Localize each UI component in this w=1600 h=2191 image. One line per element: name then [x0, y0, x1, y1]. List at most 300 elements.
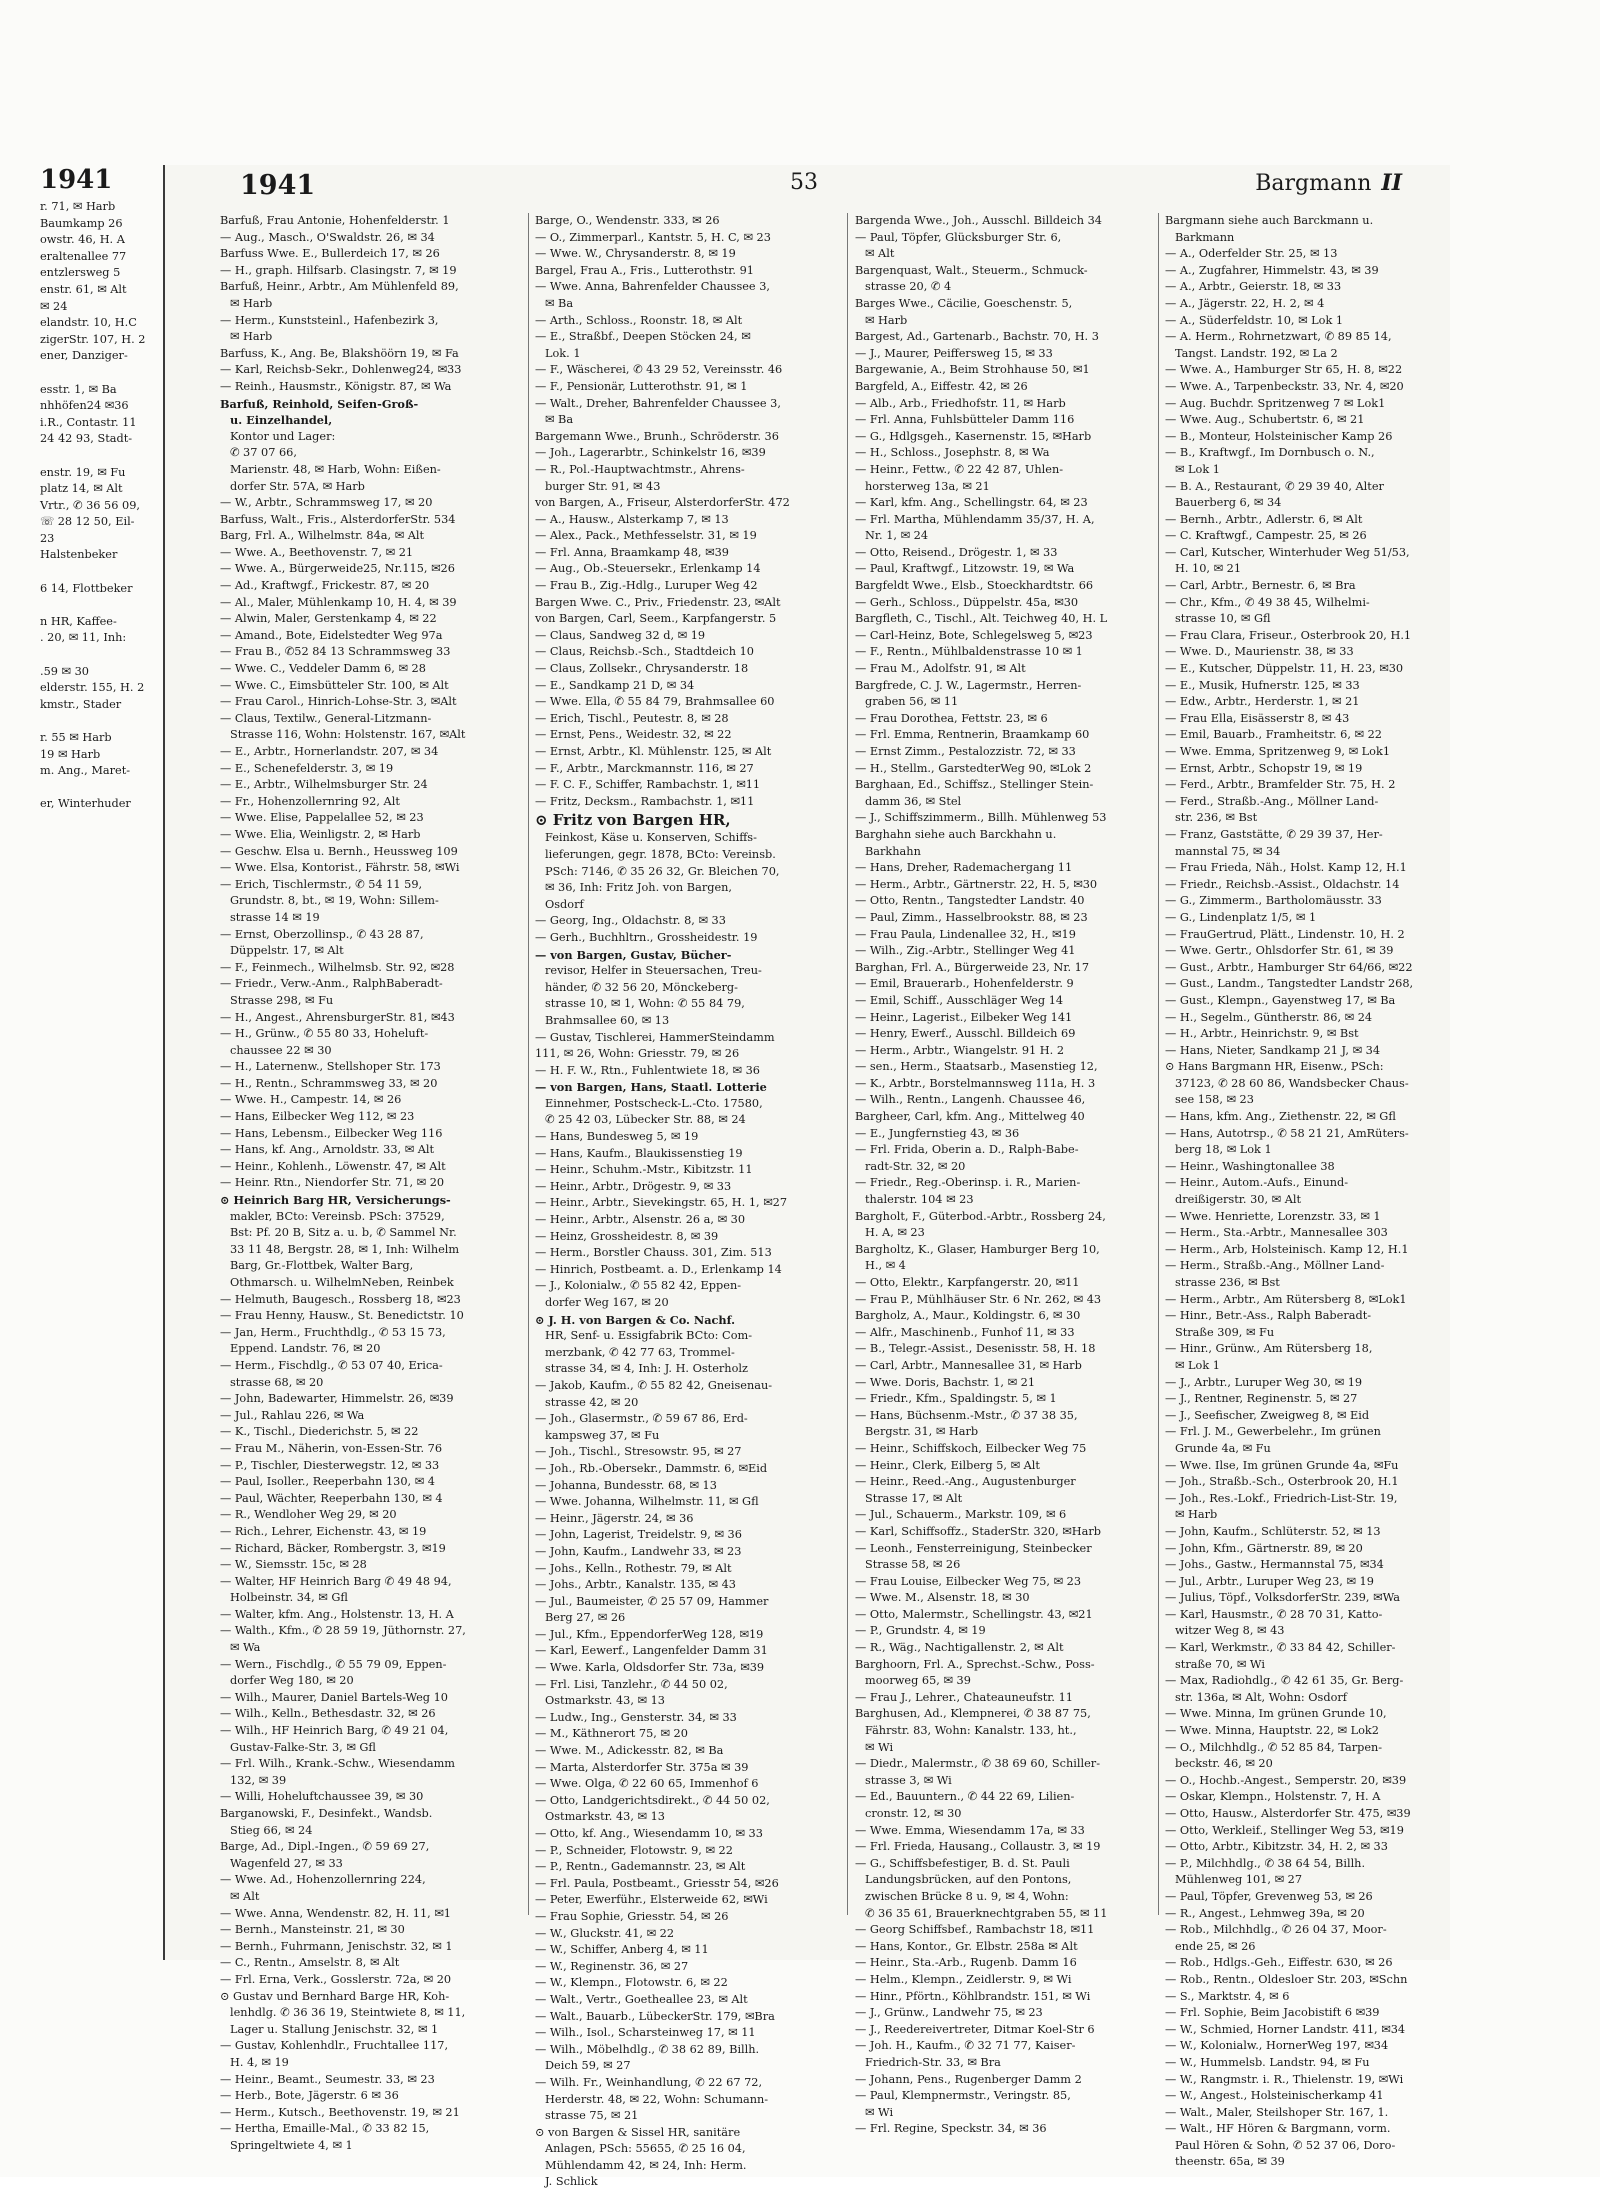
directory-entry-line: — K., Arbtr., Borstelmannsweg 111a, H. 3 [855, 1076, 1096, 1090]
directory-entry-line: Barghahn siehe auch Barckhahn u. [855, 827, 1057, 841]
directory-entry-line: — E., Arbtr., Wilhelmsburger Str. 24 [220, 778, 428, 792]
directory-entry-line: — J., Schiffszimmerm., Billh. Mühlenweg 53 [855, 811, 1107, 825]
directory-entry-line: — Otto, Hausw., Alsterdorfer Str. 475, ✉39 [1165, 1807, 1411, 1820]
directory-entry-line: — Heinr., Arbtr., Sievekingstr. 65, H. 1, ✉27 [535, 1196, 788, 1210]
directory-entry-line: — Karl, Werkmstr., ✆ 33 84 42, Schiller- [1165, 1641, 1396, 1655]
directory-entry-line: ✉ Harb [230, 330, 273, 344]
directory-entry-line: — Jul., Baumeister, ✆ 25 57 09, Hammer [535, 1594, 769, 1608]
directory-entry-line: — FrauGertrud, Plätt., Lindenstr. 10, H. 2 [1165, 927, 1405, 941]
column-divider [528, 213, 529, 1915]
directory-entry-line: — Frl. Anna, Fuhlsbütteler Damm 116 [855, 413, 1075, 427]
directory-entry-line: Stieg 66, ✉ 24 [230, 1823, 313, 1837]
directory-entry-line: Barfuss Wwe. E., Bullerdeich 17, ✉ 26 [220, 247, 440, 261]
directory-entry-line: Herderstr. 48, ✉ 22, Wohn: Schumann- [545, 2092, 769, 2106]
directory-entry-line: — Wilh., Zig.-Arbtr., Stellinger Weg 41 [855, 944, 1076, 958]
directory-entry-line: — Wwe. D., Maurienstr. 38, ✉ 33 [1165, 645, 1354, 659]
directory-entry-line: — Heinr. Rtn., Niendorfer Str. 71, ✉ 20 [220, 1176, 445, 1190]
directory-entry-line: — Johanna, Bundesstr. 68, ✉ 13 [535, 1478, 717, 1492]
directory-entry-line: Springeltwiete 4, ✉ 1 [230, 2138, 353, 2152]
directory-entry-line: thalerstr. 104 ✉ 23 [865, 1193, 974, 1207]
directory-entry-line: — Herm., Kunststeinl., Hafenbezirk 3, [220, 313, 439, 327]
directory-entry-line: — Frl. Frida, Oberin a. D., Ralph-Babe- [855, 1143, 1079, 1157]
directory-entry-line: — Joh., Tischl., Stresowstr. 95, ✉ 27 [535, 1445, 742, 1459]
directory-entry-line: Bargfeld, A., Eiffestr. 42, ✉ 26 [855, 379, 1028, 393]
directory-entry-line: — Wwe. Henriette, Lorenzstr. 33, ✉ 1 [1165, 1209, 1381, 1223]
previous-page-line [40, 564, 160, 581]
directory-entry-line: ✉ Harb [865, 313, 908, 327]
directory-entry-line: J. Schlick [545, 2175, 598, 2189]
directory-entry-line: Bargemann Wwe., Brunh., Schröderstr. 36 [535, 429, 779, 443]
directory-entry-line: strasse 236, ✉ Bst [1175, 1276, 1280, 1289]
directory-entry-line: kampsweg 37, ✉ Fu [545, 1428, 660, 1442]
directory-entry-line: — Wwe. Elia, Weinligstr. 2, ✉ Harb [220, 827, 421, 841]
directory-entry-line: — Bernh., Arbtr., Adlerstr. 6, ✉ Alt [1165, 512, 1363, 526]
directory-entry-line: — Herb., Bote, Jägerstr. 6 ✉ 36 [220, 2089, 399, 2103]
directory-entry-line: — Karl, Schiffsoffz., StaderStr. 320, ✉Harb [855, 1524, 1101, 1538]
directory-entry-line: — G., Zimmerm., Bartholomäusstr. 33 [1165, 894, 1382, 908]
directory-entry-line: — Walter, HF Heinrich Barg ✆ 49 48 94, [220, 1574, 452, 1588]
directory-entry-line: — Otto, Malermstr., Schellingstr. 43, ✉21 [855, 1607, 1093, 1621]
directory-entry-line: — A. Herm., Rohrnetzwart, ✆ 89 85 14, [1165, 330, 1392, 344]
directory-entry-line: — John, Kfm., Gärtnerstr. 89, ✉ 20 [1165, 1541, 1363, 1555]
directory-entry-line: strasse 3, ✉ Wi [865, 1773, 952, 1787]
directory-entry-line: — Jan, Herm., Fruchthdlg., ✆ 53 15 73, [220, 1325, 446, 1339]
directory-entry-line: — R., Wendloher Weg 29, ✉ 20 [220, 1508, 397, 1522]
directory-entry-line: — Gust., Arbtr., Hamburger Str 64/66, ✉22 [1165, 960, 1413, 974]
directory-entry-line: — Hans, Autotrsp., ✆ 58 21 21, AmRüters- [1165, 1126, 1409, 1140]
directory-entry-line: — F. C. F., Schiffer, Rambachstr. 1, ✉11 [535, 778, 761, 792]
directory-entry-line: — Heinr., Sta.-Arb., Rugenb. Damm 16 [855, 1956, 1077, 1970]
directory-entry-line: makler, BCto: Vereinsb. PSch: 37529, [230, 1209, 445, 1223]
directory-entry-line: — E., Sandkamp 21 D, ✉ 34 [535, 678, 695, 692]
directory-entry-line: — Frl. Frieda, Hausang., Collaustr. 3, ✉ 19 [855, 1840, 1101, 1854]
column-2 [535, 213, 835, 2189]
directory-entry-line: Lager u. Stallung Jenischstr. 32, ✉ 1 [230, 2022, 439, 2036]
directory-entry-line: — Joh., Rb.-Obersekr., Dammstr. 6, ✉Eid [535, 1461, 768, 1475]
directory-entry-line: — Jul., Rahlau 226, ✉ Wa [220, 1408, 365, 1422]
directory-entry-line: — J., Kolonialw., ✆ 55 82 42, Eppen- [535, 1279, 742, 1293]
directory-entry-line: — Rob., Rentn., Oldesloer Str. 203, ✉Schn [1165, 1972, 1408, 1986]
directory-entry-line: ⊙ Heinrich Barg HR, Versicherungs- [220, 1193, 451, 1208]
directory-entry-line: — Claus, Sandweg 32 d, ✉ 19 [535, 628, 706, 642]
directory-entry-line: dorfer Weg 180, ✉ 20 [230, 1674, 354, 1688]
directory-entry-line: — Gust., Landm., Tangstedter Landstr 268, [1165, 977, 1414, 991]
directory-entry-line: — Karl, Hausmstr., ✆ 28 70 31, Katto- [1165, 1607, 1383, 1621]
previous-page-line: 6 14, Flottbeker [40, 581, 133, 595]
directory-entry-line: — Wilh., Maurer, Daniel Bartels-Weg 10 [220, 1690, 448, 1704]
directory-entry-line: — C., Rentn., Amselstr. 8, ✉ Alt [220, 1956, 400, 1970]
directory-entry-line: — Gerh., Schloss., Düppelstr. 45a, ✉30 [855, 595, 1079, 609]
directory-entry-line: — F., Wäscherei, ✆ 43 29 52, Vereinsstr. 46 [535, 363, 783, 377]
directory-entry-line: — Hans, Büchsenm.-Mstr., ✆ 37 38 35, [855, 1408, 1078, 1422]
directory-entry-line: — Hans, kfm. Ang., Ziethenstr. 22, ✉ Gfl [1165, 1110, 1396, 1124]
directory-entry-line: — R., Wäg., Nachtigallenstr. 2, ✉ Alt [855, 1641, 1064, 1655]
directory-entry-line: — H., Angest., AhrensburgerStr. 81, ✉43 [220, 1010, 455, 1024]
directory-entry-line: — Frau B., Zig.-Hdlg., Luruper Weg 42 [535, 579, 758, 593]
page-header [165, 165, 1450, 205]
directory-entry-line: — G., Hdlgsgeh., Kasernenstr. 15, ✉Harb [855, 429, 1092, 443]
directory-entry-line: — Wilh. Fr., Weinhandlung, ✆ 22 67 72, [535, 2075, 763, 2089]
directory-entry-line: — Paul, Zimm., Hasselbrookstr. 88, ✉ 23 [855, 910, 1088, 924]
directory-entry-line: — Claus, Reichsb.-Sch., Stadtdeich 10 [535, 645, 754, 659]
directory-entry-line: — G., Lindenplatz 1/5, ✉ 1 [1165, 910, 1317, 924]
directory-entry-line: Nr. 1, ✉ 24 [865, 529, 929, 543]
directory-entry-line: — Peter, Ewerführ., Elsterweide 62, ✉Wi [535, 1893, 768, 1907]
directory-entry-line: — Carl, Arbtr., Bernestr. 6, ✉ Bra [1165, 579, 1356, 593]
directory-entry-line: Barkhahn [865, 844, 921, 858]
directory-entry-line: — Marta, Alsterdorfer Str. 375a ✉ 39 [535, 1760, 749, 1774]
directory-entry-line: — E., Musik, Hufnerstr. 125, ✉ 33 [1165, 678, 1360, 692]
directory-entry-line: — Heinr., Kohlenh., Löwenstr. 47, ✉ Alt [220, 1159, 446, 1173]
directory-entry-line: — Carl, Arbtr., Mannesallee 31, ✉ Harb [855, 1358, 1082, 1372]
directory-entry-line: — Heinr., Clerk, Eilberg 5, ✉ Alt [855, 1458, 1040, 1472]
directory-entry-line: — R., Pol.-Hauptwachtmstr., Ahrens- [535, 462, 745, 476]
directory-entry-line: — Hans, Nieter, Sandkamp 21 J, ✉ 34 [1165, 1043, 1381, 1057]
directory-entry-line: — Ernst, Arbtr., Schopstr 19, ✉ 19 [1165, 761, 1363, 775]
directory-entry-line: Anlagen, PSch: 55655, ✆ 25 16 04, [545, 2142, 746, 2156]
directory-entry-line: — Friedr., Reg.-Oberinsp. i. R., Marien- [855, 1176, 1081, 1190]
directory-entry-line: — Wwe. Anna, Bahrenfelder Chaussee 3, [535, 280, 770, 294]
directory-entry-line: — G., Schiffsbefestiger, B. d. St. Pauli [855, 1856, 1070, 1870]
previous-page-line: r. 55 ✉ Harb [40, 731, 112, 744]
directory-entry-line: ende 25, ✉ 26 [1175, 1939, 1256, 1953]
directory-entry-line: — Leonh., Fensterreinigung, Steinbecker [855, 1541, 1092, 1555]
directory-entry-line: — Wwe. Doris, Bachstr. 1, ✉ 21 [855, 1375, 1036, 1389]
directory-entry-line: Brahmsallee 60, ✉ 13 [545, 1013, 670, 1027]
directory-entry-line: — Ernst, Arbtr., Kl. Mühlenstr. 125, ✉ Alt [535, 745, 772, 758]
directory-entry-line: — Heinz, Grossheidestr. 8, ✉ 39 [535, 1229, 719, 1243]
directory-entry-line: — Arth., Schloss., Roonstr. 18, ✉ Alt [535, 313, 743, 327]
directory-entry-line: — Claus, Zollsekr., Chrysanderstr. 18 [535, 662, 749, 676]
directory-entry-line: — Richard, Bäcker, Rombergstr. 3, ✉19 [220, 1541, 446, 1555]
directory-entry-line: — Wwe. Elsa, Kontorist., Fährstr. 58, ✉Wi [220, 861, 460, 875]
directory-entry-line: dreißigerstr. 30, ✉ Alt [1175, 1193, 1302, 1207]
directory-entry-line: Berg 27, ✉ 26 [545, 1611, 626, 1625]
directory-entry-line: — Paul, Wächter, Reeperbahn 130, ✉ 4 [220, 1491, 443, 1505]
directory-entry-line: — Ed., Bauuntern., ✆ 44 22 69, Lilien- [855, 1790, 1075, 1804]
previous-page-line: enstr. 19, ✉ Fu [40, 465, 126, 479]
directory-entry-line: — Frl. Wilh., Krank.-Schw., Wiesendamm [220, 1757, 456, 1771]
directory-entry-line: — Erich, Tischl., Peutestr. 8, ✉ 28 [535, 711, 729, 725]
previous-page-line: nhhöfen24 ✉36 [40, 399, 129, 413]
directory-entry-line: — J., Arbtr., Luruper Weg 30, ✉ 19 [1165, 1375, 1363, 1389]
directory-entry-line: — Aug. Buchdr. Spritzenweg 7 ✉ Lok1 [1165, 396, 1386, 410]
directory-entry-line: — Alb., Arb., Friedhofstr. 11, ✉ Harb [855, 396, 1066, 410]
directory-entry-line: Barge, O., Wendenstr. 333, ✉ 26 [535, 214, 720, 227]
directory-entry-line: — Frau M., Näherin, von-Essen-Str. 76 [220, 1441, 443, 1455]
previous-page-lines [40, 199, 160, 813]
directory-entry-line: — Hans, Dreher, Rademachergang 11 [855, 861, 1073, 875]
directory-entry-line: — Karl, kfm. Ang., Schellingstr. 64, ✉ 23 [855, 496, 1088, 510]
directory-entry-line: Barghusen, Ad., Klempnerei, ✆ 38 87 75, [855, 1707, 1091, 1721]
directory-entry-line: ✉ Harb [230, 296, 273, 310]
directory-entry-line: — Wilh., Kelln., Bethesdastr. 32, ✉ 26 [220, 1707, 436, 1721]
directory-entry-line: Othmarsch. u. WilhelmNeben, Reinbek [230, 1276, 454, 1289]
directory-entry-line: — Franz, Gaststätte, ✆ 29 39 37, Her- [1165, 827, 1383, 841]
directory-entry-line: — Gerh., Buchhltrn., Grossheidestr. 19 [535, 930, 758, 944]
directory-entry-line: — Wwe. Minna, Hauptstr. 22, ✉ Lok2 [1165, 1724, 1379, 1738]
previous-page-line: .59 ✉ 30 [40, 664, 89, 678]
directory-entry-line: — H., Laternenw., Stellshoper Str. 173 [220, 1060, 441, 1074]
directory-entry-line: Barfuß, Heinr., Arbtr., Am Mühlenfeld 89, [220, 280, 459, 294]
column-4 [1165, 213, 1440, 2169]
directory-entry-line: H., ✉ 4 [865, 1259, 906, 1273]
directory-entry-line: — Frau Carol., Hinrich-Lohse-Str. 3, ✉Alt [220, 695, 457, 709]
directory-entry-line: — Frau Louise, Eilbecker Weg 75, ✉ 23 [855, 1574, 1082, 1588]
directory-entry-line: Bergstr. 31, ✉ Harb [865, 1425, 979, 1439]
directory-entry-line: — Hans, Bundesweg 5, ✉ 19 [535, 1130, 699, 1144]
directory-entry-line: — B., Telegr.-Assist., Desenisstr. 58, H. 18 [855, 1342, 1096, 1356]
directory-entry-line: str. 136a, ✉ Alt, Wohn: Osdorf [1175, 1690, 1347, 1704]
directory-entry-line: — Walt., HF Hören & Bargmann, vorm. [1165, 2122, 1391, 2136]
directory-entry-line: — Chr., Kfm., ✆ 49 38 45, Wilhelmi- [1165, 595, 1370, 609]
directory-entry-line: — Frau J., Lehrer., Chateauneufstr. 11 [855, 1690, 1073, 1704]
previous-page-line: Vrtr., ✆ 36 56 09, [40, 498, 140, 512]
directory-entry-line: — Georg, Ing., Oldachstr. 8, ✉ 33 [535, 914, 726, 928]
directory-entry-line: Tangst. Landstr. 192, ✉ La 2 [1175, 346, 1338, 360]
directory-entry-line: — Alwin, Maler, Gerstenkamp 4, ✉ 22 [220, 612, 437, 626]
directory-entry-line: ✉ Alt [230, 1889, 260, 1903]
directory-entry-line: lenhdlg. ✆ 36 36 19, Steintwiete 8, ✉ 11, [230, 2006, 466, 2020]
directory-entry-line: strasse 68, ✉ 20 [230, 1375, 324, 1389]
directory-entry-line: — Wwe. M., Alsenstr. 18, ✉ 30 [855, 1591, 1030, 1605]
directory-entry-line: — Walt., Dreher, Bahrenfelder Chaussee 3, [535, 396, 781, 410]
directory-entry-line: — Rob., Milchhdlg., ✆ 26 04 37, Moor- [1165, 1923, 1387, 1937]
directory-entry-line: — Hans, kf. Ang., Arnoldstr. 33, ✉ Alt [220, 1143, 435, 1157]
directory-entry-line: — Johs., Gastw., Hermannstal 75, ✉34 [1165, 1558, 1384, 1572]
directory-entry-line: — Herm., Arbtr., Am Rütersberg 8, ✉Lok1 [1165, 1292, 1407, 1306]
directory-entry-line: — S., Marktstr. 4, ✉ 6 [1165, 1989, 1290, 2003]
directory-entry-line: — Reinh., Hausmstr., Königstr. 87, ✉ Wa [220, 379, 452, 393]
directory-entry-line: — Frl. Emma, Rentnerin, Braamkamp 60 [855, 728, 1090, 742]
directory-entry-line: — W., Reginenstr. 36, ✉ 27 [535, 1959, 689, 1973]
directory-entry-line: — John, Lagerist, Treidelstr. 9, ✉ 36 [535, 1528, 742, 1542]
directory-entry-line: — Wwe. Elise, Pappelallee 52, ✉ 23 [220, 811, 424, 825]
directory-entry-line: — K., Tischl., Diederichstr. 5, ✉ 22 [220, 1425, 419, 1439]
directory-entry-line: — Wwe. Anna, Wendenstr. 82, H. 11, ✉1 [220, 1906, 451, 1920]
directory-entry-line: — H., Stellm., GarstedterWeg 90, ✉Lok 2 [855, 761, 1092, 775]
directory-entry-line: — Wwe. W., Chrysanderstr. 8, ✉ 19 [535, 247, 736, 261]
directory-entry-line: — Hertha, Emaille-Mal., ✆ 33 82 15, [220, 2122, 430, 2136]
directory-entry-line: — H., Grünw., ✆ 55 80 33, Hoheluft- [220, 1027, 429, 1041]
directory-entry-line: — Friedr., Reichsb.-Assist., Oldachstr. 14 [1165, 877, 1400, 891]
directory-entry-line: — Hans, Lebensm., Eilbecker Weg 116 [220, 1126, 443, 1140]
previous-page-line: kmstr., Stader [40, 697, 122, 711]
directory-entry-line: — Frau Dorothea, Fettstr. 23, ✉ 6 [855, 711, 1048, 725]
directory-entry-line: — Wwe. Ella, ✆ 55 84 79, Brahmsallee 60 [535, 695, 775, 709]
directory-entry-line: — H., Rentn., Schrammsweg 33, ✉ 20 [220, 1076, 438, 1090]
directory-entry-line: — Wilh., Möbelhdlg., ✆ 38 62 89, Billh. [535, 2042, 760, 2056]
directory-entry-line: — Frl. Sophie, Beim Jacobistift 6 ✉39 [1165, 2006, 1380, 2020]
previous-page-line: m. Ang., Maret- [40, 764, 131, 778]
directory-entry-line: — Herm., Arbtr., Wiangelstr. 91 H. 2 [855, 1043, 1065, 1057]
directory-entry-line: 111, ✉ 26, Wohn: Griesstr. 79, ✉ 26 [535, 1047, 740, 1061]
directory-entry-line: Barghaan, Ed., Schiffsz., Stellinger Stein- [855, 778, 1094, 792]
directory-entry-line: beckstr. 46, ✉ 20 [1175, 1757, 1273, 1771]
directory-entry-line: — Ernst, Pens., Weidestr. 32, ✉ 22 [535, 728, 732, 742]
directory-entry-line: — M., Käthnerort 75, ✉ 20 [535, 1727, 688, 1741]
directory-entry-line: cronstr. 12, ✉ 30 [865, 1807, 962, 1820]
directory-entry-line: — Bernh., Fuhrmann, Jenischstr. 32, ✉ 1 [220, 1939, 453, 1953]
previous-page-line: er, Winterhuder [40, 797, 131, 811]
directory-entry-line: ✉ Alt [865, 247, 895, 261]
directory-entry-line: — O., Milchhdlg., ✆ 52 85 84, Tarpen- [1165, 1740, 1383, 1754]
directory-entry-line: Strasse 116, Wohn: Holstenstr. 167, ✉Alt [230, 728, 466, 742]
directory-entry-line: — Gustav, Tischlerei, HammerSteindamm [535, 1030, 775, 1044]
directory-entry-line: ⊙ Gustav und Bernhard Barge HR, Koh- [220, 1989, 450, 2003]
directory-entry-line: theenstr. 65a, ✉ 39 [1175, 2155, 1285, 2169]
directory-entry-line: — W., Schmied, Horner Landstr. 411, ✉34 [1165, 2022, 1406, 2036]
directory-entry-line: Gustav-Falke-Str. 3, ✉ Gfl [230, 1740, 376, 1754]
directory-entry-line: — Frau B., ✆52 84 13 Schrammsweg 33 [220, 645, 451, 659]
directory-entry-line: Deich 59, ✉ 27 [545, 2059, 631, 2073]
directory-entry-line: Barghan, Frl. A., Bürgerweide 23, Nr. 17 [855, 960, 1090, 974]
directory-entry-line: — Amand., Bote, Eidelstedter Weg 97a [220, 628, 443, 642]
previous-page-line: owstr. 46, H. A [40, 233, 125, 247]
previous-page-line: elderstr. 155, H. 2 [40, 681, 145, 695]
directory-entry-line: Barkmann [1175, 230, 1235, 244]
directory-entry-line: — B., Monteur, Holsteinischer Kamp 26 [1165, 429, 1393, 443]
previous-page-line: i.R., Contastr. 11 [40, 415, 137, 429]
directory-entry-line: Bargholtz, K., Glaser, Hamburger Berg 10, [855, 1242, 1100, 1256]
directory-entry-line: — Walter, kfm. Ang., Holstenstr. 13, H. A [220, 1607, 454, 1621]
directory-entry-line: — W., Kolonialw., HornerWeg 197, ✉34 [1165, 2039, 1389, 2053]
directory-entry-line: — Joh., Glasermstr., ✆ 59 67 86, Erd- [535, 1412, 748, 1426]
directory-entry-line: — Otto, Arbtr., Kibitzstr. 34, H. 2, ✉ 33 [1165, 1840, 1388, 1854]
directory-entry-line: — Henry, Ewerf., Ausschl. Billdeich 69 [855, 1027, 1076, 1041]
directory-entry-line: burger Str. 91, ✉ 43 [545, 479, 661, 493]
directory-entry-line: — Edw., Arbtr., Herderstr. 1, ✉ 21 [1165, 695, 1360, 709]
directory-entry-line: — Joh. H., Kaufm., ✆ 32 71 77, Kaiser- [855, 2039, 1076, 2053]
directory-entry-line: — Willi, Hoheluftchaussee 39, ✉ 30 [220, 1790, 424, 1804]
directory-entry-line: strasse 14 ✉ 19 [230, 910, 320, 924]
directory-entry-line: — Frau Sophie, Griesstr. 54, ✉ 26 [535, 1909, 729, 1923]
directory-entry-line: merzbank, ✆ 42 77 63, Trommel- [545, 1345, 735, 1359]
directory-entry-line: — P., Tischler, Diesterwegstr. 12, ✉ 33 [220, 1458, 440, 1472]
previous-page-line: ✉ 24 [40, 299, 68, 313]
directory-entry-line: Bargholz, A., Maur., Koldingstr. 6, ✉ 30 [855, 1309, 1081, 1323]
directory-entry-line: — J., Seefischer, Zweigweg 8, ✉ Eid [1165, 1408, 1370, 1422]
directory-entry-line: — Walt., Vertr., Goetheallee 23, ✉ Alt [535, 1992, 748, 2006]
previous-page-line: zigerStr. 107, H. 2 [40, 332, 146, 346]
directory-entry-line: 33 11 48, Bergstr. 28, ✉ 1, Inh: Wilhelm [230, 1242, 460, 1256]
directory-entry-line: Bargfeldt Wwe., Elsb., Stoeckhardtstr. 66 [855, 579, 1094, 593]
directory-entry-line: — Emil, Brauerarb., Hohenfelderstr. 9 [855, 977, 1074, 991]
directory-entry-line: — Frl. Erna, Verk., Gosslerstr. 72a, ✉ 20 [220, 1972, 452, 1986]
directory-entry-line: Grundstr. 8, bt., ✉ 19, Wohn: Sillem- [230, 894, 439, 908]
directory-entry-line: — Wwe. Minna, Im grünen Grunde 10, [1165, 1707, 1387, 1721]
directory-entry-line: — J., Grünw., Landwehr 75, ✉ 23 [855, 2006, 1043, 2020]
previous-page-line: ener, Danziger- [40, 349, 128, 363]
directory-entry-line: Eppend. Landstr. 76, ✉ 20 [230, 1342, 381, 1356]
directory-entry-line: — Otto, Rentn., Tangstedter Landstr. 40 [855, 894, 1085, 908]
directory-entry-line: — Wwe. Emma, Spritzenweg 9, ✉ Lok1 [1165, 745, 1390, 758]
directory-entry-line: — Wilh., HF Heinrich Barg, ✆ 49 21 04, [220, 1724, 449, 1738]
directory-entry-line: — Wwe. C., Veddeler Damm 6, ✉ 28 [220, 662, 426, 676]
directory-entry-line: Bargfrede, C. J. W., Lagermstr., Herren- [855, 678, 1082, 692]
running-head-roman: II [1381, 170, 1402, 196]
directory-entry-line: Bargenda Wwe., Joh., Ausschl. Billdeich 34 [855, 214, 1102, 227]
directory-entry-line: u. Einzelhandel, [230, 413, 333, 428]
directory-entry-line: — Hinrich, Postbeamt. a. D., Erlenkamp 14 [535, 1262, 782, 1276]
directory-entry-line: — Geschw. Elsa u. Bernh., Heussweg 109 [220, 844, 458, 858]
directory-entry-line: Barges Wwe., Cäcilie, Goeschenstr. 5, [855, 296, 1073, 310]
directory-entry-line: — W., Rangmstr. i. R., Thielenstr. 19, ✉Wi [1165, 2072, 1404, 2086]
directory-entry-line: — J., Maurer, Peiffersweg 15, ✉ 33 [855, 346, 1053, 360]
directory-entry-line: — Heinr., Schuhm.-Mstr., Kibitzstr. 11 [535, 1163, 753, 1177]
previous-page-line: eraltenallee 77 [40, 249, 127, 263]
directory-entry-line: — Ferd., Straßb.-Ang., Möllner Land- [1165, 794, 1379, 808]
directory-entry-line: Grunde 4a, ✉ Fu [1175, 1441, 1271, 1455]
directory-entry-line: — Ferd., Arbtr., Bramfelder Str. 75, H. 2 [1165, 778, 1396, 792]
directory-entry-line: — Otto, Werkleif., Stellinger Weg 53, ✉19 [1165, 1823, 1404, 1837]
directory-entry-line: — Ernst, Oberzollinsp., ✆ 43 28 87, [220, 927, 424, 941]
directory-entry-line: — Ludw., Ing., Gensterstr. 34, ✉ 33 [535, 1710, 737, 1724]
directory-entry-line: — von Bargen, Hans, Staatl. Lotterie [535, 1080, 767, 1095]
directory-entry-line: — Paul, Kraftwgf., Litzowstr. 19, ✉ Wa [855, 562, 1075, 576]
header-year: 1941 [240, 170, 316, 201]
directory-entry-line: Bargfleth, C., Tischl., Alt. Teichweg 40, H. L [855, 612, 1108, 626]
directory-entry-line: Landungsbrücken, auf den Pontons, [865, 1873, 1072, 1887]
directory-entry-line: — Heinr., Autom.-Aufs., Einund- [1165, 1176, 1349, 1190]
directory-entry-line: — F., Rentn., Mühlbaldenstrasse 10 ✉ 1 [855, 645, 1083, 659]
directory-entry-line: — Frl. Regine, Speckstr. 34, ✉ 36 [855, 2122, 1047, 2136]
directory-entry-line: Bargheer, Carl, kfm. Ang., Mittelweg 40 [855, 1110, 1085, 1124]
directory-entry-line: — Heinr., Washingtonallee 38 [1165, 1159, 1335, 1173]
directory-entry-line: str. 236, ✉ Bst [1175, 811, 1258, 825]
directory-entry-line: — Johs., Kelln., Rothestr. 79, ✉ Alt [535, 1561, 732, 1575]
directory-entry-line: Marienstr. 48, ✉ Harb, Wohn: Eißen- [230, 462, 441, 476]
previous-page-line: r. 71, ✉ Harb [40, 200, 116, 213]
directory-entry-line: — Wilh., Rentn., Langenh. Chaussee 46, [855, 1093, 1086, 1107]
directory-entry-line: — John, Kaufm., Schlüterstr. 52, ✉ 13 [1165, 1524, 1381, 1538]
directory-entry-line: — Johs., Arbtr., Kanalstr. 135, ✉ 43 [535, 1578, 736, 1592]
directory-entry-line: Düppelstr. 17, ✉ Alt [230, 944, 344, 958]
directory-entry-line: — Herm., Sta.-Arbtr., Mannesallee 303 [1165, 1226, 1388, 1240]
directory-entry-line: Bargewanie, A., Beim Strohhause 50, ✉1 [855, 363, 1090, 377]
directory-entry-line: — Aug., Masch., O'Swaldstr. 26, ✉ 34 [220, 230, 435, 244]
directory-entry-line: — A., Oderfelder Str. 25, ✉ 13 [1165, 247, 1338, 261]
directory-entry-line: — F., Arbtr., Marckmannstr. 116, ✉ 27 [535, 761, 754, 775]
previous-page-line: platz 14, ✉ Alt [40, 482, 123, 496]
directory-entry-line: HR, Senf- u. Essigfabrik BCto: Com- [545, 1329, 753, 1343]
directory-entry-line: — Joh., Lagerarbtr., Schinkelstr 16, ✉39 [535, 446, 766, 460]
directory-entry-line: Bargel, Frau A., Fris., Lutterothstr. 91 [535, 263, 754, 277]
directory-entry-line: — B. A., Restaurant, ✆ 29 39 40, Alter [1165, 479, 1384, 493]
directory-entry-line: — Herm., Arb, Holsteinisch. Kamp 12, H.1 [1165, 1242, 1409, 1256]
directory-entry-line: — Hans, Kontor., Gr. Elbstr. 258a ✉ Alt [855, 1939, 1078, 1953]
directory-entry-line: — Herm., Kutsch., Beethovenstr. 19, ✉ 21 [220, 2105, 460, 2119]
directory-entry-line: strasse 34, ✉ 4, Inh: J. H. Osterholz [545, 1362, 748, 1376]
directory-entry-line: — Wwe. Aug., Schubertstr. 6, ✉ 21 [1165, 413, 1365, 427]
directory-entry-line: — Wwe. Karla, Oldsdorfer Str. 73a, ✉39 [535, 1661, 765, 1675]
directory-entry-line: ✉ Wi [865, 1740, 894, 1754]
directory-entry-line: Mühlendamm 42, ✉ 24, Inh: Herm. [545, 2158, 747, 2172]
directory-entry-line: — von Bargen, Gustav, Bücher- [535, 947, 732, 962]
previous-page-line: entzlersweg 5 [40, 266, 121, 280]
directory-entry-line: Wagenfeld 27, ✉ 33 [230, 1856, 343, 1870]
directory-entry-line: — Otto, kf. Ang., Wiesendamm 10, ✉ 33 [535, 1827, 763, 1840]
directory-entry-line: — Frl. Lisi, Tanzlehr., ✆ 44 50 02, [535, 1677, 728, 1691]
directory-entry-line: — A., Zugfahrer, Himmelstr. 43, ✉ 39 [1165, 263, 1379, 277]
directory-entry-line: Ostmarkstr. 43, ✉ 13 [545, 1694, 665, 1708]
directory-entry-line: Paul Hören & Sohn, ✆ 52 37 06, Doro- [1175, 2138, 1396, 2152]
directory-entry-line: damm 36, ✉ Stel [865, 794, 962, 808]
directory-entry-line: — Frl. Paula, Postbeamt., Griesstr 54, ✉26 [535, 1876, 779, 1890]
directory-entry-line: — Claus, Textilw., General-Litzmann- [220, 711, 432, 725]
directory-entry-line: — P., Grundstr. 4, ✉ 19 [855, 1624, 986, 1638]
previous-page-line [40, 597, 160, 614]
